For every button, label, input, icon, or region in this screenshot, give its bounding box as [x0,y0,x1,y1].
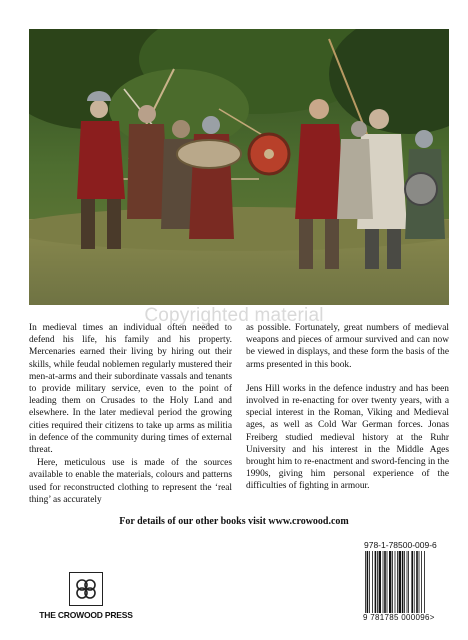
crowood-logo-icon [69,572,103,606]
isbn-number: 978-1-78500-009-6 [364,540,437,550]
cover-photo [29,29,449,305]
blurb-right-column [246,322,449,512]
blurb-columns [29,322,449,512]
barcode-digits: 9 781785 000096> [363,613,435,622]
barcode-icon [363,551,449,613]
isbn-barcode [363,539,449,627]
blurb-paragraph: In medieval times an individual often needed to defend his life, his family and his property. Mercenaries earned their living by hiring out their skills, while feudal noblemen regularly mustered their men-at-arms and their subordinate vassals and tenants to provide military service, even to the point of leading them on Crusades to the Holy Land and elsewhere. In the later medieval period the growing cities required their citizens to take up arms as militia in defence of the community during times of external threat. [29,323,232,456]
reenactment-battle-image [29,29,449,305]
blurb-paragraph: as possible. Fortunately, great numbers of medieval weapons and pieces of armour survived and can now be viewed in displays, and these form the basis of the arms presented in this book. [246,323,449,370]
publisher-name: THE CROWOOD PRESS [39,610,133,620]
publisher-block [36,572,136,620]
blurb-paragraph: Here, meticulous use is made of the sources available to enable the materials, colours and patterns used for reconstructed clothing to represent the ‘real thing’ as accurately [29,458,232,505]
website-line: For details of our other books visit www.crowood.com [119,516,349,527]
copyright-watermark: Copyrighted material [144,305,324,326]
blurb-left-column [29,322,232,512]
author-bio: Jens Hill works in the defence industry and has been involved in re-enacting for over twenty years, with a special interest in the Roman, Viking and Medieval ages, as well as Cold War German forces. Jonas Freiberg studied medieval history at the Ruhr University and his interest in the Middle Ages brought him to re-enactment and sword-fencing in the 1990s, giving him personal experience of the difficulties of fighting in armour. [246,383,449,492]
